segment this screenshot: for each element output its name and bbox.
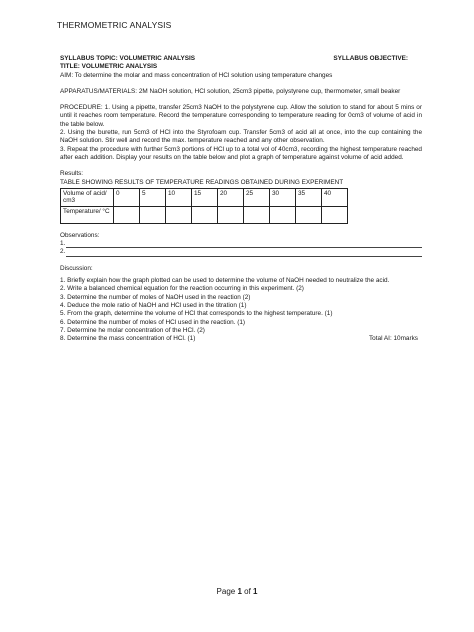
volume-cell: 25 (244, 188, 270, 206)
temperature-cell (114, 206, 140, 223)
table-row-volume (61, 188, 348, 206)
volume-cell: 40 (322, 188, 348, 206)
discussion-last-row (60, 335, 422, 343)
observations-label: Observations: (60, 231, 100, 239)
title-line: TITLE: VOLUMETRIC ANALYSIS (60, 63, 158, 71)
discussion-item: 3. Determine the number of moles of NaOH used in the reaction (2) (60, 293, 251, 301)
blank-line (66, 241, 422, 248)
observation-line-1 (60, 240, 422, 248)
volume-cell: 10 (166, 188, 192, 206)
discussion-item: 7. Determine he molar concentration of the HCl. (2) (60, 326, 205, 334)
discussion-item: 8. Determine the mass concentration of HCl. (1) (60, 335, 196, 343)
aim-line: AIM: To determine the molar and mass concentration of HCl solution using temperature changes (60, 71, 333, 79)
procedure-step-3: 3. Repeat the procedure with further 5cm3 portions of HCl up to a total vol of 40cm3, recording the highest temperature reached after each addition. Display your results on the table below and plot a graph of temperature against volume of acid added. (60, 145, 422, 161)
results-label: Results: (60, 170, 84, 178)
table-row-temperature (61, 206, 348, 223)
discussion-item: 1. Briefly explain how the graph plotted can be used to determine the volume of NaOH needed to neutralize the acid. (60, 277, 390, 285)
apparatus-paragraph: APPARATUS/MATERIALS: 2M NaOH solution, HCl solution, 25cm3 pipette, polystyrene cup, thermometer, small beaker (60, 87, 401, 95)
temperature-cell (322, 206, 348, 223)
footer-prefix: Page (216, 587, 238, 596)
procedure-step-2: 2. Using the burette, run 5cm3 of HCl into the Styrofoam cup. Transfer 5cm3 of acid all at once, into the cup containing the NaOH solution. Stir well and record the max. temperature reached and any other observation. (60, 129, 422, 145)
volume-cell: 15 (192, 188, 218, 206)
discussion-item: 4. Deduce the mole ratio of NaOH and HCl used in the titration (1) (60, 301, 247, 309)
temperature-cell (192, 206, 218, 223)
volume-cell: 20 (218, 188, 244, 206)
page-footer (0, 587, 474, 596)
volume-cell: 5 (140, 188, 166, 206)
volume-cell: 35 (296, 188, 322, 206)
observation-line-2 (60, 248, 422, 256)
procedure-step-1: PROCEDURE: 1. Using a pipette, transfer 25cm3 NaOH to the polystyrene cup. Allow the solution to stand for about 5 mins or until it reaches room temperature. Record the temperature corresponding to temperature reading for 0cm3 of volume of acid in the table below. (60, 104, 422, 128)
footer-page-number: 1 (237, 587, 242, 596)
syllabus-objective: SYLLABUS OBJECTIVE: (333, 55, 408, 62)
temperature-cell (140, 206, 166, 223)
observation-number: 1. (60, 240, 66, 248)
syllabus-row (60, 55, 422, 63)
table-header-volume: Volume of acid/ cm3 (61, 188, 114, 206)
discussion-item: 5. From the graph, determine the volume of HCl that corresponds to the highest temperature. (1) (60, 310, 333, 318)
discussion-item: 2. Write a balanced chemical equation for the reaction occurring in this experiment. (2) (60, 285, 304, 293)
page-header-title: THERMOMETRIC ANALYSIS (57, 20, 172, 30)
blank-line (66, 250, 422, 257)
document-body (60, 55, 422, 343)
table-title: TABLE SHOWING RESULTS OF TEMPERATURE READINGS OBTAINED DURING EXPERIMENT (60, 178, 344, 186)
discussion-label: Discussion: (60, 264, 93, 272)
total-marks: Total AI: 10marks (368, 335, 418, 343)
temperature-cell (166, 206, 192, 223)
temperature-cell (270, 206, 296, 223)
volume-cell: 30 (270, 188, 296, 206)
discussion-item: 6. Determine the number of moles of HCl used in the reaction. (1) (60, 318, 246, 326)
volume-cell: 0 (114, 188, 140, 206)
temperature-cell (218, 206, 244, 223)
observation-number: 2. (60, 248, 66, 256)
footer-middle: of (241, 587, 254, 596)
temperature-cell (244, 206, 270, 223)
temperature-cell (296, 206, 322, 223)
results-table (60, 188, 348, 224)
footer-page-total: 1 (253, 587, 258, 596)
syllabus-topic: SYLLABUS TOPIC: VOLUMETRIC ANALYSIS (60, 55, 196, 62)
table-header-temperature: Temperature/ °C (61, 206, 114, 223)
